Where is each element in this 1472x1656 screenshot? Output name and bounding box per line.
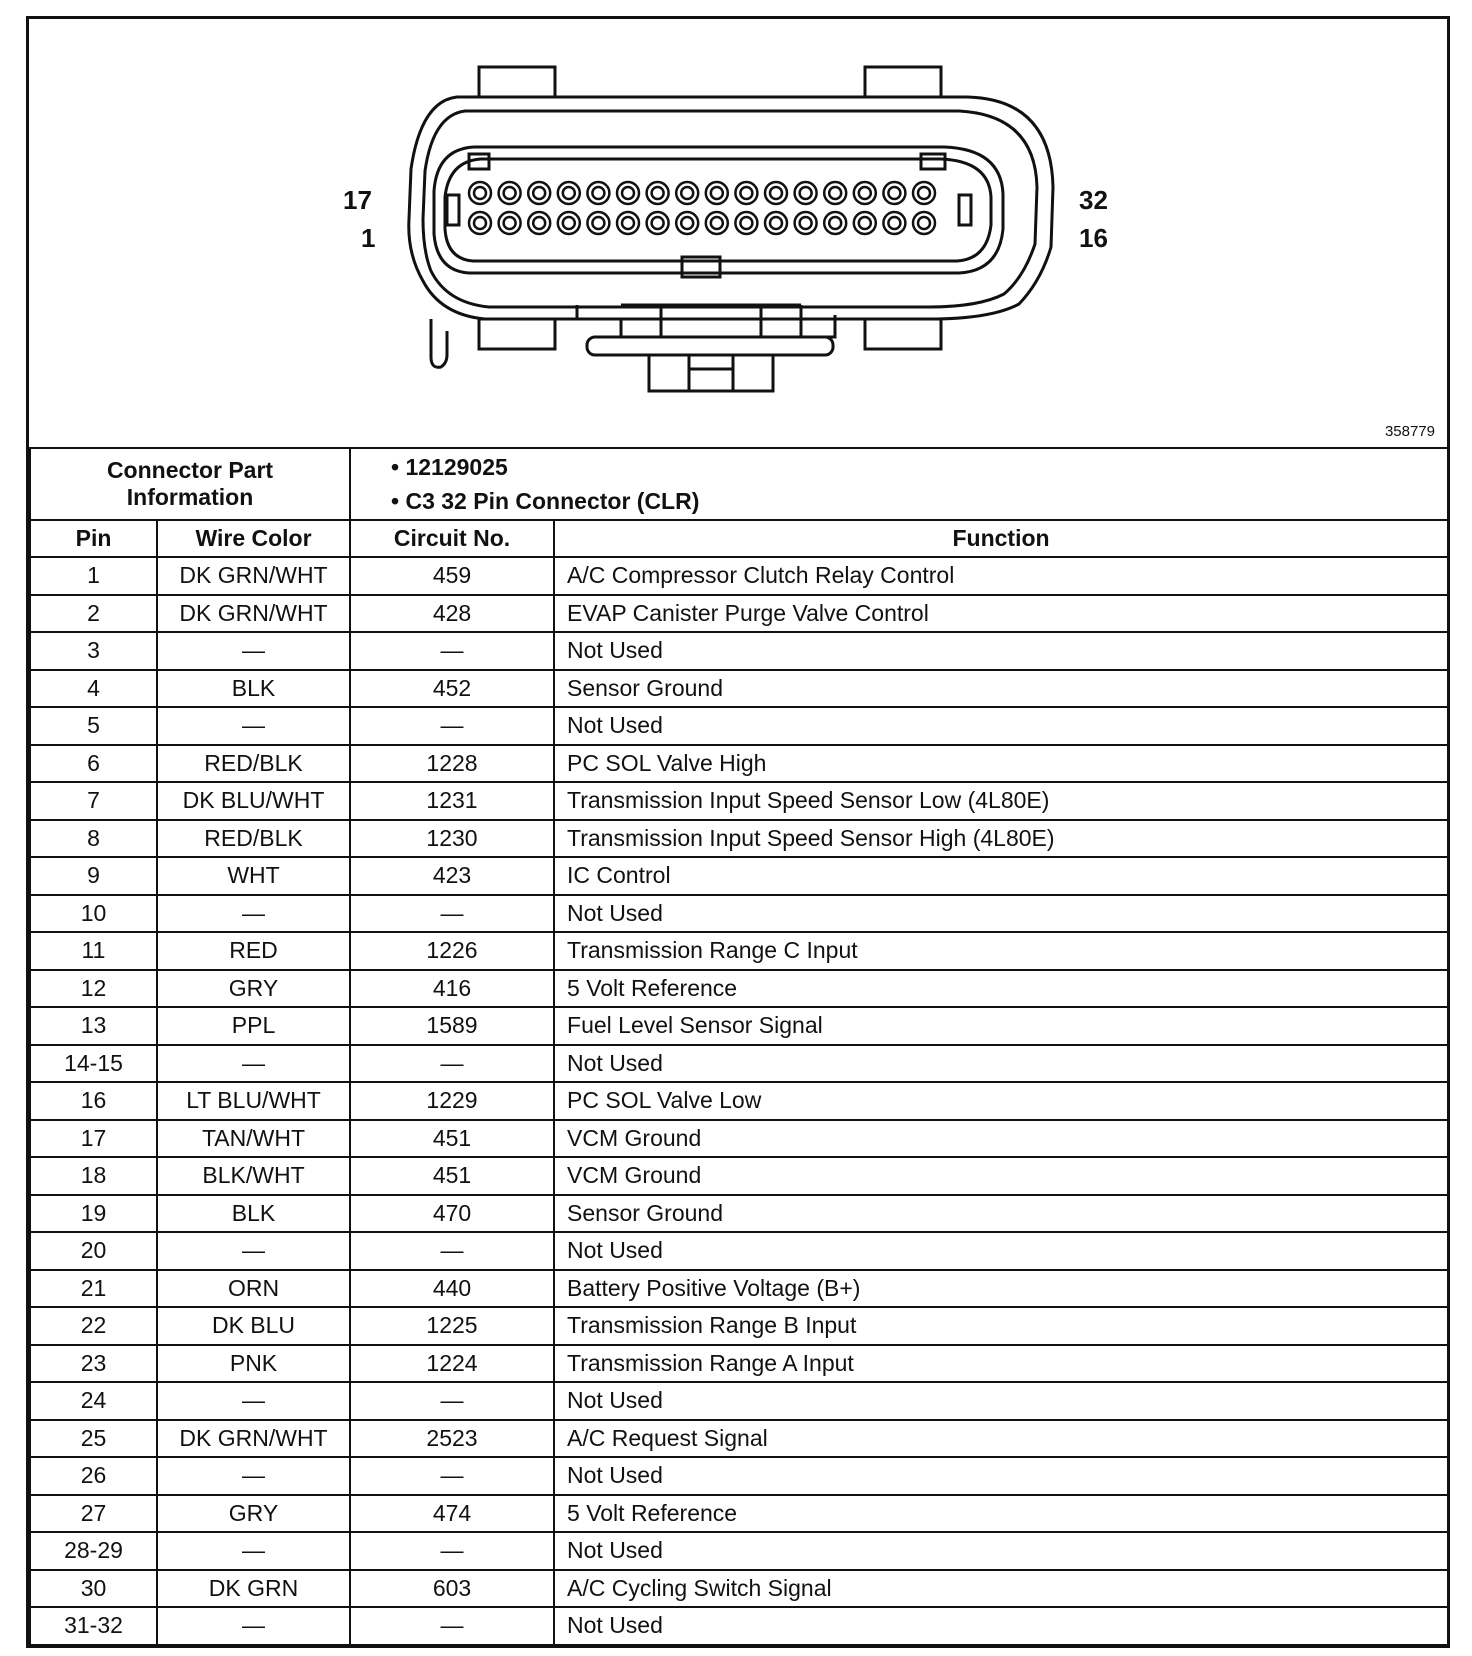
pin-cavity-inner: [474, 187, 486, 199]
pin-cavity-inner: [888, 217, 900, 229]
cell-pin: 16: [30, 1082, 157, 1120]
cell-circuit: 470: [350, 1195, 554, 1233]
pin-cavity: [735, 182, 757, 204]
cell-function: PC SOL Valve Low: [554, 1082, 1448, 1120]
pin-cavity: [913, 182, 935, 204]
cell-function: PC SOL Valve High: [554, 745, 1448, 783]
table-row: [30, 1345, 1448, 1383]
table-row: [30, 1007, 1448, 1045]
cell-circuit: —: [350, 1382, 554, 1420]
cell-pin: 24: [30, 1382, 157, 1420]
table-row: [30, 857, 1448, 895]
cell-function: Transmission Range C Input: [554, 932, 1448, 970]
cell-pin: 20: [30, 1232, 157, 1270]
pin-cavity-inner: [859, 187, 871, 199]
table-row: [30, 1307, 1448, 1345]
pin-cavity: [469, 182, 491, 204]
pin-cavity: [735, 212, 757, 234]
pin-cavity: [676, 212, 698, 234]
cell-wire-color: WHT: [157, 857, 350, 895]
pin-cavity-inner: [652, 217, 664, 229]
figure-id: 358779: [1384, 423, 1435, 440]
pin-cavity-inner: [563, 217, 575, 229]
cell-pin: 8: [30, 820, 157, 858]
pin-cavity-inner: [533, 187, 545, 199]
cell-circuit: —: [350, 1457, 554, 1495]
cell-function: A/C Cycling Switch Signal: [554, 1570, 1448, 1608]
pin-cavity-inner: [622, 187, 634, 199]
cell-wire-color: —: [157, 1457, 350, 1495]
cell-pin: 25: [30, 1420, 157, 1458]
cell-circuit: 1589: [350, 1007, 554, 1045]
pin-cavity: [676, 182, 698, 204]
pin-cavity: [913, 212, 935, 234]
cell-pin: 4: [30, 670, 157, 708]
cell-wire-color: RED/BLK: [157, 820, 350, 858]
cell-wire-color: —: [157, 895, 350, 933]
cell-pin: 26: [30, 1457, 157, 1495]
cell-function: Sensor Ground: [554, 670, 1448, 708]
cell-pin: 6: [30, 745, 157, 783]
cell-pin: 19: [30, 1195, 157, 1233]
cell-wire-color: —: [157, 1607, 350, 1645]
cell-pin: 2: [30, 595, 157, 633]
table-row: [30, 557, 1448, 595]
pin-cavity-inner: [563, 187, 575, 199]
cell-wire-color: DK BLU: [157, 1307, 350, 1345]
table-row: [30, 895, 1448, 933]
cell-function: VCM Ground: [554, 1157, 1448, 1195]
cell-circuit: 452: [350, 670, 554, 708]
pin-cavity-inner: [474, 217, 486, 229]
table-row: [30, 632, 1448, 670]
pin-cavity: [528, 182, 550, 204]
cell-circuit: —: [350, 1532, 554, 1570]
pin-cavity-inner: [533, 217, 545, 229]
connector-part-label: [30, 448, 350, 520]
table-row: [30, 970, 1448, 1008]
cell-wire-color: BLK: [157, 1195, 350, 1233]
cell-wire-color: DK GRN/WHT: [157, 595, 350, 633]
connector-part-row: [30, 448, 1448, 520]
cell-circuit: —: [350, 1045, 554, 1083]
cell-function: 5 Volt Reference: [554, 1495, 1448, 1533]
pin-label-32: 32: [1079, 185, 1108, 215]
cell-wire-color: DK GRN/WHT: [157, 1420, 350, 1458]
pin-cavity: [824, 212, 846, 234]
cell-pin: 18: [30, 1157, 157, 1195]
cell-pin: 30: [30, 1570, 157, 1608]
cell-wire-color: ORN: [157, 1270, 350, 1308]
header-function: Function: [554, 520, 1448, 557]
pin-cavity: [647, 182, 669, 204]
pin-cavity-inner: [800, 217, 812, 229]
pin-cavity: [587, 182, 609, 204]
cell-circuit: 1225: [350, 1307, 554, 1345]
cell-pin: 3: [30, 632, 157, 670]
table-row: [30, 1045, 1448, 1083]
cell-wire-color: DK BLU/WHT: [157, 782, 350, 820]
cell-function: Not Used: [554, 1382, 1448, 1420]
pin-cavity: [617, 182, 639, 204]
cell-function: IC Control: [554, 857, 1448, 895]
table-row: [30, 1270, 1448, 1308]
cell-circuit: 459: [350, 557, 554, 595]
cell-function: Not Used: [554, 1457, 1448, 1495]
pin-cavity-inner: [652, 187, 664, 199]
cell-wire-color: GRY: [157, 1495, 350, 1533]
cell-pin: 11: [30, 932, 157, 970]
cell-circuit: 423: [350, 857, 554, 895]
table-row: [30, 1232, 1448, 1270]
table-row: [30, 1607, 1448, 1645]
cell-function: Transmission Input Speed Sensor Low (4L80E): [554, 782, 1448, 820]
cell-circuit: 451: [350, 1157, 554, 1195]
cell-circuit: 451: [350, 1120, 554, 1158]
cell-pin: 14-15: [30, 1045, 157, 1083]
table-row: [30, 1457, 1448, 1495]
cell-wire-color: DK GRN: [157, 1570, 350, 1608]
table-row: [30, 670, 1448, 708]
pin-cavity-inner: [770, 187, 782, 199]
pin-cavity: [795, 182, 817, 204]
cell-pin: 27: [30, 1495, 157, 1533]
pin-label-16: 16: [1079, 223, 1108, 253]
cell-function: 5 Volt Reference: [554, 970, 1448, 1008]
pin-cavity-inner: [829, 217, 841, 229]
table-row: [30, 1120, 1448, 1158]
header-wire-color: Wire Color: [157, 520, 350, 557]
cell-circuit: 440: [350, 1270, 554, 1308]
pin-cavity-inner: [622, 217, 634, 229]
pin-cavity-inner: [740, 187, 752, 199]
cell-circuit: 416: [350, 970, 554, 1008]
pin-cavity: [558, 212, 580, 234]
cell-function: Not Used: [554, 707, 1448, 745]
cell-wire-color: —: [157, 707, 350, 745]
table-header-row: [30, 520, 1448, 557]
cell-pin: 7: [30, 782, 157, 820]
cell-circuit: 1228: [350, 745, 554, 783]
pin-cavity: [499, 182, 521, 204]
pin-cavity-inner: [504, 187, 516, 199]
cell-wire-color: RED/BLK: [157, 745, 350, 783]
pin-cavity: [765, 182, 787, 204]
cell-wire-color: GRY: [157, 970, 350, 1008]
pin-label-17: 17: [343, 185, 372, 215]
cell-wire-color: PPL: [157, 1007, 350, 1045]
cell-function: Fuel Level Sensor Signal: [554, 1007, 1448, 1045]
pin-cavity-inner: [918, 217, 930, 229]
pin-cavity-inner: [770, 217, 782, 229]
table-row: [30, 1532, 1448, 1570]
cell-wire-color: —: [157, 1045, 350, 1083]
pin-cavity: [795, 212, 817, 234]
cell-function: VCM Ground: [554, 1120, 1448, 1158]
cell-function: Not Used: [554, 1607, 1448, 1645]
cell-pin: 10: [30, 895, 157, 933]
cell-pin: 31-32: [30, 1607, 157, 1645]
cell-function: A/C Compressor Clutch Relay Control: [554, 557, 1448, 595]
pin-cavity-inner: [859, 217, 871, 229]
cell-wire-color: RED: [157, 932, 350, 970]
cell-function: Not Used: [554, 1232, 1448, 1270]
cell-wire-color: —: [157, 632, 350, 670]
cell-wire-color: BLK/WHT: [157, 1157, 350, 1195]
table-row: [30, 1382, 1448, 1420]
cell-wire-color: —: [157, 1382, 350, 1420]
pin-cavity: [883, 212, 905, 234]
pin-cavity-inner: [681, 217, 693, 229]
pin-cavity-inner: [740, 217, 752, 229]
cell-function: Not Used: [554, 895, 1448, 933]
pin-cavity: [647, 212, 669, 234]
pin-cavity: [854, 182, 876, 204]
table-row: [30, 1495, 1448, 1533]
cell-function: Transmission Range A Input: [554, 1345, 1448, 1383]
cell-circuit: 2523: [350, 1420, 554, 1458]
cell-circuit: —: [350, 707, 554, 745]
pin-cavity-inner: [800, 187, 812, 199]
cell-wire-color: —: [157, 1532, 350, 1570]
pin-cavity-inner: [711, 187, 723, 199]
pin-cavity-inner: [592, 187, 604, 199]
table-row: [30, 1195, 1448, 1233]
table-body: [30, 557, 1448, 1645]
cell-circuit: —: [350, 1232, 554, 1270]
connector-description: • C3 32 Pin Connector (CLR): [391, 488, 700, 514]
cell-circuit: 1226: [350, 932, 554, 970]
pin-cavity: [528, 212, 550, 234]
pin-cavity: [499, 212, 521, 234]
table-row: [30, 595, 1448, 633]
connector-drawing: [29, 19, 1447, 447]
pin-cavity-inner: [888, 187, 900, 199]
table-row: [30, 820, 1448, 858]
connector-part-label-line2: Information: [126, 484, 254, 510]
table-row: [30, 1420, 1448, 1458]
pin-cavity-inner: [504, 217, 516, 229]
pin-cavity: [854, 212, 876, 234]
cell-function: Sensor Ground: [554, 1195, 1448, 1233]
table-row: [30, 1157, 1448, 1195]
header-pin: Pin: [30, 520, 157, 557]
table-row: [30, 932, 1448, 970]
cell-circuit: 603: [350, 1570, 554, 1608]
pin-cavity-inner: [711, 217, 723, 229]
pin-cavity: [706, 182, 728, 204]
cell-pin: 1: [30, 557, 157, 595]
pinout-table: [29, 447, 1449, 1646]
cell-function: Not Used: [554, 1045, 1448, 1083]
cell-wire-color: DK GRN/WHT: [157, 557, 350, 595]
pin-cavity: [706, 212, 728, 234]
cell-wire-color: LT BLU/WHT: [157, 1082, 350, 1120]
cell-function: Transmission Input Speed Sensor High (4L80E): [554, 820, 1448, 858]
cell-function: EVAP Canister Purge Valve Control: [554, 595, 1448, 633]
cell-wire-color: BLK: [157, 670, 350, 708]
cell-function: Transmission Range B Input: [554, 1307, 1448, 1345]
cell-function: Not Used: [554, 1532, 1448, 1570]
cell-circuit: 1229: [350, 1082, 554, 1120]
cell-function: A/C Request Signal: [554, 1420, 1448, 1458]
cell-circuit: 428: [350, 595, 554, 633]
table-row: [30, 1570, 1448, 1608]
pin-label-1: 1: [361, 223, 376, 253]
cell-circuit: —: [350, 895, 554, 933]
cell-pin: 21: [30, 1270, 157, 1308]
cell-circuit: 1230: [350, 820, 554, 858]
cell-circuit: —: [350, 632, 554, 670]
connector-figure: [29, 19, 1447, 447]
pin-cavity-inner: [829, 187, 841, 199]
pin-cavity: [469, 212, 491, 234]
pin-cavity-inner: [918, 187, 930, 199]
connector-part-label-line1: Connector Part: [106, 457, 274, 483]
pin-cavity: [617, 212, 639, 234]
cell-wire-color: PNK: [157, 1345, 350, 1383]
cell-pin: 22: [30, 1307, 157, 1345]
pin-cavity: [883, 182, 905, 204]
table-row: [30, 1082, 1448, 1120]
cell-wire-color: TAN/WHT: [157, 1120, 350, 1158]
cell-circuit: 474: [350, 1495, 554, 1533]
cell-pin: 5: [30, 707, 157, 745]
table-row: [30, 745, 1448, 783]
cell-circuit: 1231: [350, 782, 554, 820]
pin-cavity-inner: [681, 187, 693, 199]
pin-cavity-inner: [592, 217, 604, 229]
pin-cavity: [558, 182, 580, 204]
pin-cavity: [587, 212, 609, 234]
cell-function: Not Used: [554, 632, 1448, 670]
cell-pin: 12: [30, 970, 157, 1008]
pin-cavity: [824, 182, 846, 204]
header-circuit: Circuit No.: [350, 520, 554, 557]
cell-pin: 23: [30, 1345, 157, 1383]
cell-function: Battery Positive Voltage (B+): [554, 1270, 1448, 1308]
table-row: [30, 782, 1448, 820]
connector-sheet: [26, 16, 1450, 1648]
cell-circuit: —: [350, 1607, 554, 1645]
cell-pin: 13: [30, 1007, 157, 1045]
cell-circuit: 1224: [350, 1345, 554, 1383]
pin-cavity: [765, 212, 787, 234]
connector-part-info: [350, 448, 1448, 520]
cell-wire-color: —: [157, 1232, 350, 1270]
table-row: [30, 707, 1448, 745]
part-number: • 12129025: [391, 454, 508, 480]
cell-pin: 17: [30, 1120, 157, 1158]
cell-pin: 9: [30, 857, 157, 895]
cell-pin: 28-29: [30, 1532, 157, 1570]
